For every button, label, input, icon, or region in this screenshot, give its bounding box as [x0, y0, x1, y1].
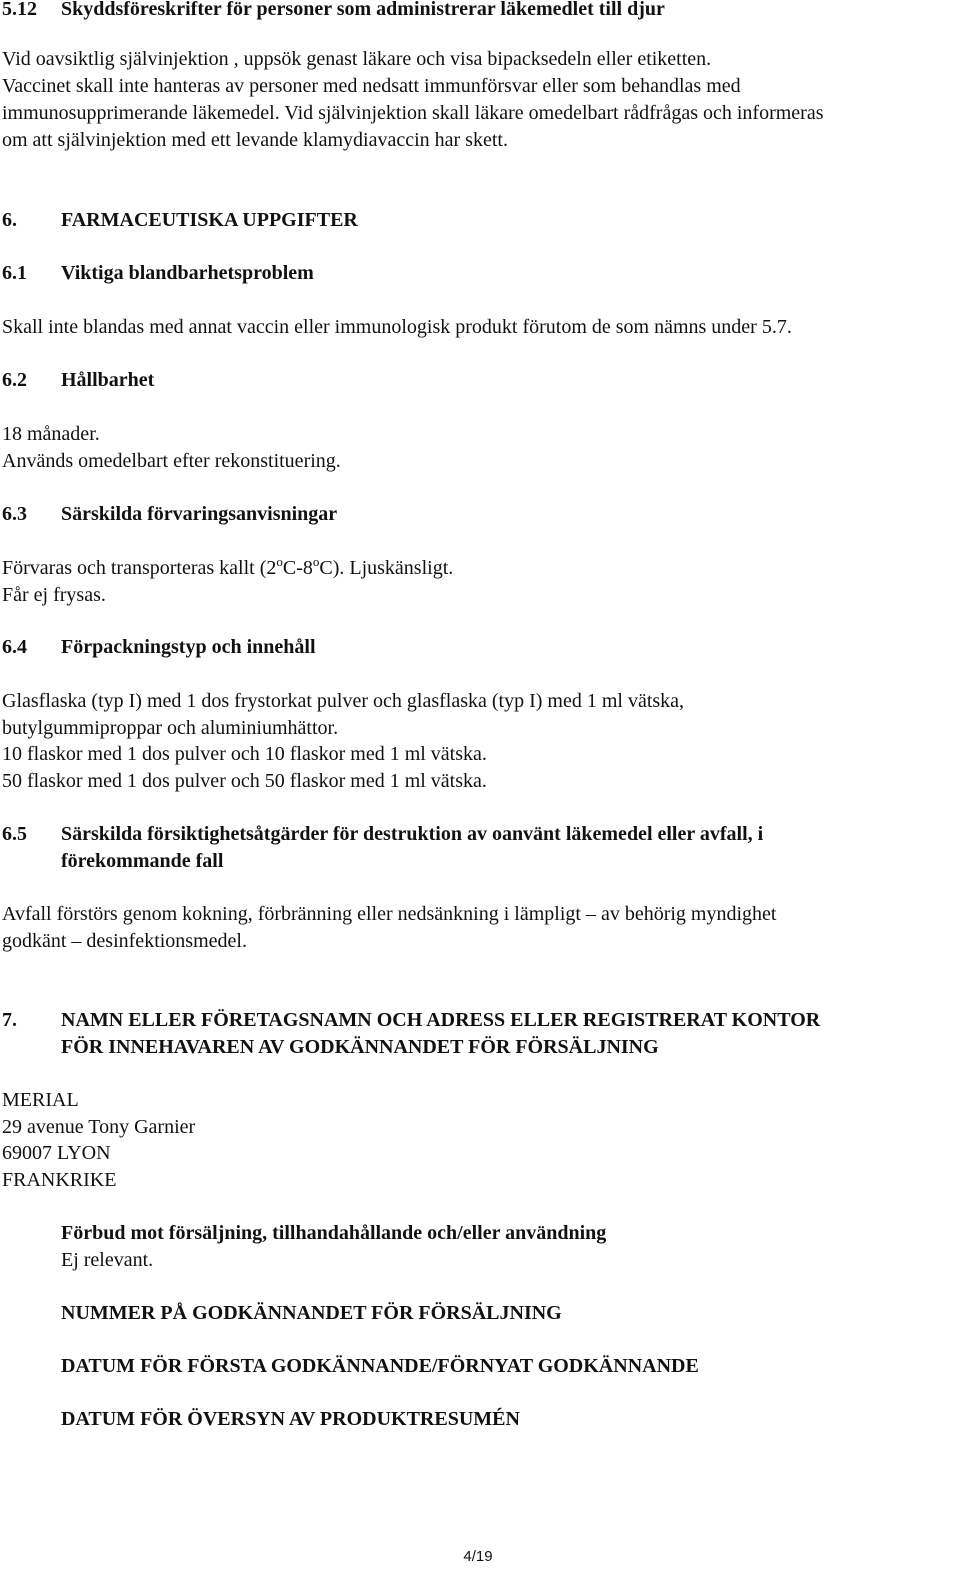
section-6-1-text: Skall inte blandas med annat vaccin eller immunologisk produkt förutom de som nämns under 5.7.: [2, 316, 792, 338]
section-6-5-heading-line-2: förekommande fall: [61, 850, 224, 872]
section-6-5-line-1: Avfall förstörs genom kokning, förbränning eller nedsänkning i lämpligt – av behörig myndighet: [2, 903, 777, 925]
section-6-5-heading-line-1: Särskilda försiktighetsåtgärder för destruktion av oanvänt läkemedel eller avfall, i: [61, 823, 764, 845]
section-6-5-number: 6.5: [2, 823, 27, 845]
section-6-2-line-1: 18 månader.: [2, 423, 100, 445]
section-7-heading-line-1: NAMN ELLER FÖRETAGSNAMN OCH ADRESS ELLER REGISTRERAT KONTOR: [61, 1009, 821, 1031]
section-5-12-line-4: om att självinjektion med ett levande klamydiavaccin har skett.: [2, 129, 508, 151]
section-6-4-line-3: 10 flaskor med 1 dos pulver och 10 flaskor med 1 ml vätska.: [2, 743, 487, 765]
prohibition-value: Ej relevant.: [61, 1249, 154, 1271]
degree-superscript-2: o: [312, 554, 320, 569]
section-6-3-freeze-line: Får ej frysas.: [2, 584, 106, 606]
section-7-heading-line-2: FÖR INNEHAVAREN AV GODKÄNNANDET FÖR FÖRSÄLJNING: [61, 1036, 659, 1058]
section-6-4-heading: Förpackningstyp och innehåll: [61, 636, 316, 658]
section-6-5-line-2: godkänt – desinfektionsmedel.: [2, 930, 247, 952]
section-5-12-number: 5.12: [2, 0, 37, 20]
section-6-3-number: 6.3: [2, 503, 27, 525]
address-street: 29 avenue Tony Garnier: [2, 1116, 196, 1138]
section-6-2-heading: Hållbarhet: [61, 369, 155, 391]
section-6-4-number: 6.4: [2, 636, 27, 658]
section-6-1-heading: Viktiga blandbarhetsproblem: [61, 262, 314, 284]
section-5-12-line-3: immunosupprimerande läkemedel. Vid självinjektion skall läkare omedelbart rådfrågas och informeras: [2, 102, 824, 124]
address-country: FRANKRIKE: [2, 1169, 117, 1191]
section-6-3-heading: Särskilda förvaringsanvisningar: [61, 503, 338, 525]
storage-text-mid: C-8: [282, 557, 313, 579]
section-6-4-line-4: 50 flaskor med 1 dos pulver och 50 flaskor med 1 ml vätska.: [2, 770, 487, 792]
section-7-number: 7.: [2, 1009, 17, 1031]
section-5-12-heading: Skyddsföreskrifter för personer som administrerar läkemedlet till djur: [61, 0, 665, 20]
section-6-2-number: 6.2: [2, 369, 27, 391]
storage-text-suffix: C). Ljuskänsligt.: [319, 557, 454, 579]
storage-text-prefix: Förvaras och transporteras kallt (2: [2, 557, 277, 579]
page-footer: [0, 1548, 960, 1565]
address-city: 69007 LYON: [2, 1142, 111, 1164]
review-date-heading: DATUM FÖR ÖVERSYN AV PRODUKTRESUMÉN: [61, 1408, 520, 1430]
page-number: 4/19: [463, 1548, 493, 1565]
auth-number-heading: NUMMER PÅ GODKÄNNANDET FÖR FÖRSÄLJNING: [61, 1302, 562, 1324]
section-6-1-number: 6.1: [2, 262, 27, 284]
section-6-3-storage-line: [2, 555, 453, 581]
auth-date-heading: DATUM FÖR FÖRSTA GODKÄNNANDE/FÖRNYAT GODKÄNNANDE: [61, 1355, 699, 1377]
section-6-4-line-1: Glasflaska (typ I) med 1 dos frystorkat pulver och glasflaska (typ I) med 1 ml vätska,: [2, 690, 685, 712]
section-6-4-line-2: butylgummiproppar och aluminiumhättor.: [2, 717, 339, 739]
prohibition-heading: Förbud mot försäljning, tillhandahållande och/eller användning: [61, 1222, 607, 1244]
section-6-heading: FARMACEUTISKA UPPGIFTER: [61, 209, 358, 231]
degree-superscript-1: o: [276, 554, 283, 569]
address-company: MERIAL: [2, 1089, 79, 1111]
section-5-12-line-1: Vid oavsiktlig självinjektion , uppsök genast läkare och visa bipacksedeln eller etiketten.: [2, 48, 712, 70]
section-6-number: 6.: [2, 209, 17, 231]
section-5-12-line-2: Vaccinet skall inte hanteras av personer med nedsatt immunförsvar eller som behandlas med: [2, 75, 741, 97]
section-6-2-line-2: Används omedelbart efter rekonstituering.: [2, 450, 341, 472]
